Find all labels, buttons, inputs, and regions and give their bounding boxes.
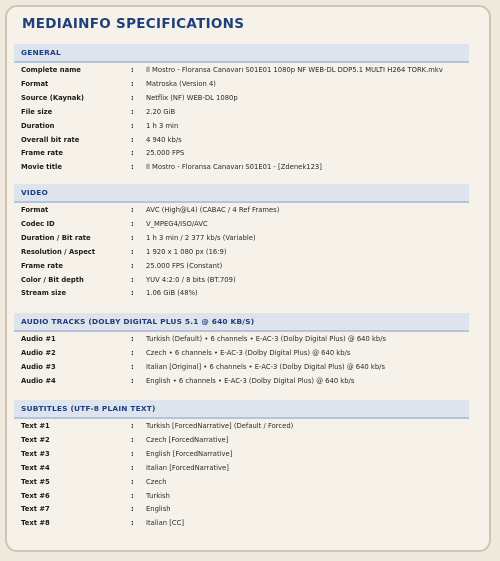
spec-row-text-7 [21,503,471,516]
spec-colon: : [131,335,134,343]
spec-row-audio-4 [21,375,471,388]
spec-value: Czech • 6 channels • E-AC-3 (Dolby Digital Plus) @ 640 kb/s [146,348,351,357]
spec-value: 25.000 FPS [146,149,185,158]
spec-value: Italian [CC] [146,519,185,528]
spec-colon: : [131,247,134,256]
spec-colon: : [131,362,134,371]
spec-row-text-6 [21,490,471,503]
spec-colon: : [131,348,134,357]
spec-key: Audio #1 [21,335,56,343]
spec-row-overall-bit-rate [21,134,471,147]
spec-key: Resolution / Aspect [21,247,96,256]
spec-colon: : [131,519,134,528]
spec-value: Turkish [ForcedNarrative] (Default / Forced) [146,422,294,430]
spec-colon: : [131,422,134,430]
spec-value: Italian [Original] • 6 channels • E-AC-3 (Dolby Digital Plus) @ 640 kb/s [146,362,385,371]
spec-row-audio-2 [21,347,471,360]
spec-value: 2.20 GiB [146,107,176,116]
spec-colon: : [131,121,134,130]
spec-row-text-1 [21,420,471,433]
spec-colon: : [131,163,134,172]
spec-row-color-bit-depth [21,274,471,287]
spec-colon: : [131,376,134,385]
spec-row-resolution-aspect [21,246,471,259]
spec-key: Audio #4 [21,376,56,385]
spec-row-duration [21,120,471,133]
section-header-video: VIDEO [14,184,469,203]
spec-row-source-kaynak [21,92,471,105]
spec-key: File size [21,107,53,116]
spec-value: Czech [ForcedNarrative] [146,435,229,444]
spec-key: Text #2 [21,435,50,444]
spec-value: Turkish (Default) • 6 channels • E-AC-3 (Dolby Digital Plus) @ 640 kb/s [146,335,387,343]
spec-value: YUV 4:2:0 / 8 bits (BT.709) [146,275,236,284]
spec-row-text-2 [21,434,471,447]
spec-key: Text #5 [21,477,50,486]
spec-row-frame-rate [21,260,471,273]
spec-key: Audio #2 [21,348,56,357]
spec-value: Il Mostro - Floransa Canavarı S01E01 - [Zdenek123] [146,163,322,172]
section-header-general: GENERAL [14,44,469,63]
spec-value: Netflix (NF) WEB-DL 1080p [146,93,238,102]
spec-row-format [21,78,471,91]
spec-colon: : [131,435,134,444]
spec-row-text-4 [21,462,471,475]
spec-key: Audio #3 [21,362,56,371]
spec-value: Il Mostro - Floransa Canavarı S01E01 1080p NF WEB-DL DDP5.1 MULTI H264 TORK.mkv [146,66,443,74]
spec-key: Text #7 [21,505,50,514]
spec-row-text-8 [21,517,471,530]
spec-colon: : [131,206,134,214]
spec-colon: : [131,79,134,88]
spec-value: Matroska (Version 4) [146,79,216,88]
spec-row-complete-name [21,64,471,77]
spec-key: Overall bit rate [21,135,80,144]
spec-key: Format [21,79,49,88]
section-header-audio: AUDIO TRACKS (DOLBY DIGITAL PLUS 5.1 @ 640 KB/S) [14,313,469,332]
spec-colon: : [131,477,134,486]
spec-value: 1 920 x 1 080 px (16:9) [146,247,227,256]
spec-key: Format [21,206,49,214]
spec-key: Frame rate [21,261,64,270]
spec-row-text-3 [21,448,471,461]
spec-key: Stream size [21,289,67,298]
spec-colon: : [131,275,134,284]
spec-value: AVC (High@L4) (CABAC / 4 Ref Frames) [146,206,280,214]
spec-key: Codec ID [21,219,55,228]
spec-key: Text #3 [21,449,50,458]
spec-colon: : [131,149,134,158]
spec-value: English [ForcedNarrative] [146,449,233,458]
spec-value: 4 940 kb/s [146,135,182,144]
spec-value: English [146,505,171,514]
spec-value: English • 6 channels • E-AC-3 (Dolby Digital Plus) @ 640 kb/s [146,376,355,385]
spec-row-text-5 [21,476,471,489]
spec-colon: : [131,491,134,500]
spec-colon: : [131,289,134,298]
spec-row-audio-1 [21,333,471,346]
spec-row-movie-title [21,161,471,174]
spec-colon: : [131,107,134,116]
spec-key: Complete name [21,66,81,74]
spec-value: V_MPEG4/ISO/AVC [146,219,208,228]
spec-colon: : [131,66,134,74]
spec-value: Italian [ForcedNarrative] [146,463,229,472]
spec-row-format [21,204,471,217]
spec-value: Turkish [146,491,170,500]
section-header-subtitles: SUBTITLES (UTF-8 PLAIN TEXT) [14,400,469,419]
spec-colon: : [131,93,134,102]
spec-row-duration-bit-rate [21,232,471,245]
spec-key: Text #8 [21,519,50,528]
spec-key: Frame rate [21,149,64,158]
spec-row-audio-3 [21,361,471,374]
spec-colon: : [131,261,134,270]
spec-colon: : [131,505,134,514]
spec-row-stream-size [21,287,471,300]
spec-value: Czech [146,477,167,486]
spec-value: 1 h 3 min [146,121,179,130]
spec-key: Source (Kaynak) [21,93,84,102]
spec-key: Color / Bit depth [21,275,84,284]
spec-colon: : [131,233,134,242]
spec-row-frame-rate [21,147,471,160]
spec-colon: : [131,135,134,144]
spec-key: Duration [21,121,55,130]
spec-key: Text #6 [21,491,50,500]
spec-value: 1.06 GiB (48%) [146,289,198,298]
spec-colon: : [131,449,134,458]
spec-key: Text #4 [21,463,50,472]
spec-row-file-size [21,106,471,119]
spec-value: 25.000 FPS (Constant) [146,261,223,270]
spec-colon: : [131,463,134,472]
spec-key: Duration / Bit rate [21,233,91,242]
page-title: MEDIAINFO SPECIFICATIONS [22,16,245,32]
spec-key: Movie title [21,163,62,172]
spec-colon: : [131,219,134,228]
spec-key: Text #1 [21,422,50,430]
spec-row-codec-id [21,218,471,231]
spec-value: 1 h 3 min / 2 377 kb/s (Variable) [146,233,256,242]
